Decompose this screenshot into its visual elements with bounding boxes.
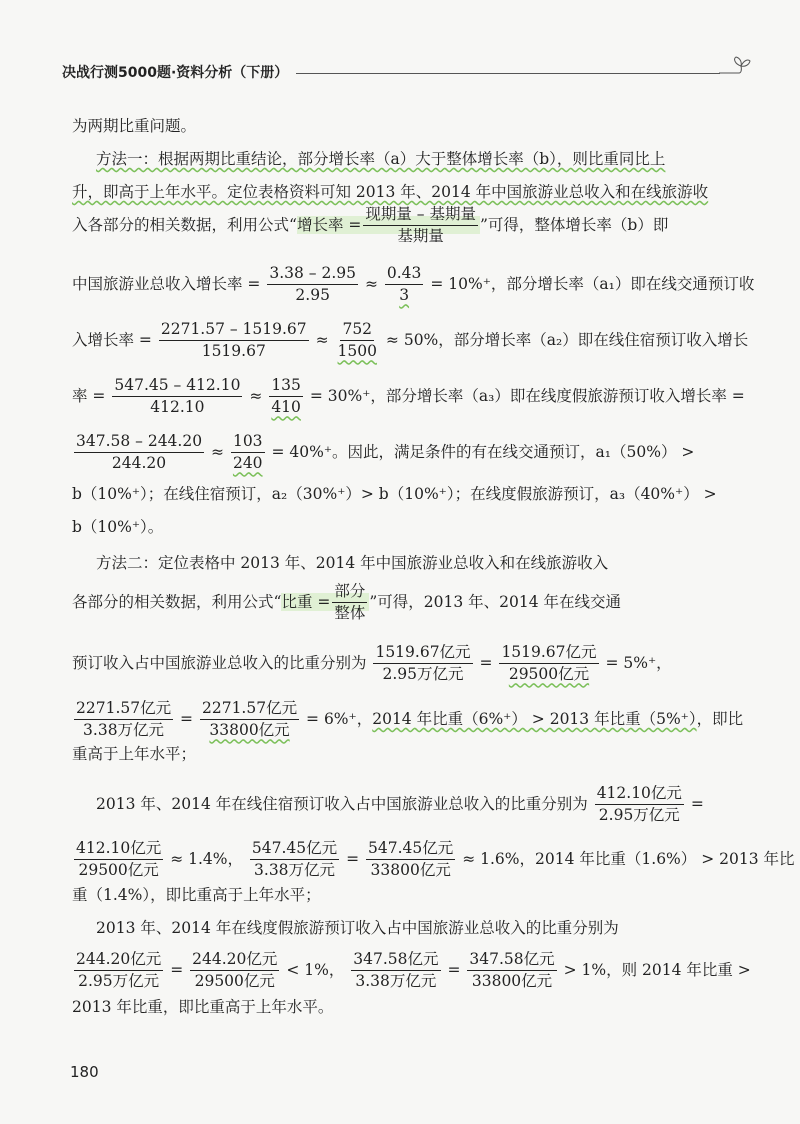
fraction <box>200 699 299 741</box>
text-segment: = <box>479 653 493 672</box>
fraction <box>336 320 379 362</box>
method2-text: 方法二：定位表格中 2013 年、2014 年中国旅游业总收入和在线旅游收入 <box>96 554 609 572</box>
comparison-text: 2014 年比重（6%⁺） > 2013 年比重（5%⁺） <box>372 709 697 728</box>
fraction <box>332 582 367 624</box>
fraction <box>595 784 684 826</box>
fraction <box>499 643 598 685</box>
text-segment: 升，即高于上年水平。定位表格资料可知 2013 年、2014 年中国旅游业总收入和在线旅游收 <box>72 183 709 201</box>
fraction-numerator: 547.45 – 412.10 <box>112 376 242 397</box>
fraction-numerator: 347.58 – 244.20 <box>74 432 204 453</box>
text-line: 2013 年、2014 年在线度假旅游预订收入占中国旅游业总收入的比重分别为 <box>96 919 619 937</box>
sprout-icon <box>717 54 751 82</box>
fraction <box>467 950 556 992</box>
running-header <box>62 62 752 92</box>
fraction-denominator: 244.20 <box>111 454 167 473</box>
fraction-numerator: 347.58亿元 <box>351 950 440 971</box>
fraction-numerator: 752 <box>340 320 374 341</box>
text-segment: = <box>447 960 461 979</box>
fraction <box>74 839 163 881</box>
fraction-denominator: 33800亿元 <box>471 972 553 991</box>
text-line: 重高于上年水平； <box>72 745 197 763</box>
text-segment: = <box>690 794 704 813</box>
text-segment: ，即比 <box>696 709 744 728</box>
fraction <box>385 264 424 306</box>
text-segment: ”可得，2013 年、2014 年在线交通 <box>369 592 622 611</box>
text-segment: ≈ 1.4%， <box>170 849 243 868</box>
text-line: b（10%⁺）。 <box>72 518 164 536</box>
fraction <box>250 839 339 881</box>
text-segment: 各部分的相关数据，利用公式“ <box>72 592 282 611</box>
formula-line <box>72 376 745 418</box>
text-line <box>96 147 665 171</box>
fraction-denominator: 240 <box>232 454 263 473</box>
text-segment: < 1%， <box>286 960 345 979</box>
fraction-denominator: 1500 <box>337 342 377 361</box>
fraction <box>190 950 279 992</box>
fraction-denominator: 29500亿元 <box>78 861 159 880</box>
text-line: 重（1.4%），即比重高于上年水平； <box>72 886 321 904</box>
text-segment: = <box>180 709 194 728</box>
formula-line <box>72 205 668 247</box>
text-segment: ≈ <box>249 386 263 405</box>
fraction-numerator: 3.38 – 2.95 <box>267 264 358 285</box>
fraction-numerator: 2271.57亿元 <box>74 699 173 720</box>
formula-line <box>72 950 751 992</box>
fraction-numerator: 部分 <box>332 582 367 603</box>
text-segment: 率 = <box>72 386 106 405</box>
text-segment: = 6%⁺， <box>306 709 373 728</box>
text-line: 2013 年比重，即比重高于上年水平。 <box>72 998 334 1016</box>
formula-line <box>72 264 754 306</box>
fraction-numerator: 412.10亿元 <box>595 784 684 805</box>
fraction-denominator: 3.38万亿元 <box>355 972 437 991</box>
fraction-denominator: 33800亿元 <box>209 721 290 740</box>
fraction-denominator: 29500亿元 <box>194 972 275 991</box>
method1-text: 方法一：根据两期比重结论，部分增长率（a）大于整体增长率（b），则比重同比上 <box>96 150 666 168</box>
text-segment: 2013 年、2014 年在线住宿预订收入占中国旅游业总收入的比重分别为 <box>96 794 588 813</box>
fraction-denominator: 33800亿元 <box>370 861 451 880</box>
fraction-numerator: 1519.67亿元 <box>499 643 598 664</box>
fraction-numerator: 135 <box>269 376 303 397</box>
fraction-denominator: 412.10 <box>150 398 205 417</box>
text-segment: 入各部分的相关数据，利用公式“ <box>72 215 297 234</box>
formula-line <box>96 784 704 826</box>
ratio-formula <box>281 582 369 623</box>
fraction-denominator: 410 <box>271 398 301 417</box>
text-segment: 入增长率 = <box>72 330 152 349</box>
fraction-numerator: 412.10亿元 <box>74 839 163 860</box>
fraction-denominator: 1519.67 <box>201 342 266 361</box>
formula-line <box>72 432 694 474</box>
fraction <box>351 950 440 992</box>
fraction-numerator: 547.45亿元 <box>250 839 339 860</box>
text-segment: 中国旅游业总收入增长率 = <box>72 274 261 293</box>
text-segment: > 1%，则 2014 年比重 > <box>563 960 751 979</box>
fraction <box>112 376 242 418</box>
formula-line <box>72 699 743 741</box>
fraction-denominator: 2.95 <box>295 286 330 305</box>
fraction-numerator: 1519.67亿元 <box>373 643 472 664</box>
text-segment: ≈ 1.6%，2014 年比重（1.6%） > 2013 年比 <box>462 849 795 868</box>
fraction <box>269 376 303 418</box>
fraction-denominator: 2.95万亿元 <box>598 806 680 825</box>
fraction-numerator: 547.45亿元 <box>366 839 455 860</box>
text-segment: = 10%⁺，部分增长率（a₁）即在线交通预订收 <box>430 274 755 293</box>
formula-line <box>72 643 672 685</box>
page-number: 180 <box>70 1063 99 1081</box>
header-title: 决战行测5000题·资料分析（下册） <box>62 65 289 81</box>
text-segment: ≈ <box>364 274 378 293</box>
text-segment: = 5%⁺， <box>605 653 672 672</box>
formula-label: 增长率 = <box>296 215 362 234</box>
fraction <box>159 320 309 362</box>
fraction <box>366 839 455 881</box>
fraction-numerator: 2271.57亿元 <box>200 699 299 720</box>
fraction-numerator: 347.58亿元 <box>467 950 556 971</box>
fraction-denominator: 2.95万亿元 <box>78 972 160 991</box>
formula-line <box>72 839 795 881</box>
text-line: 为两期比重问题。 <box>72 117 197 135</box>
fraction <box>74 432 204 474</box>
fraction-numerator: 现期量 – 基期量 <box>363 205 478 226</box>
formula-line <box>72 582 621 624</box>
header-rule <box>296 73 720 74</box>
text-segment: ”可得，整体增长率（b）即 <box>479 215 669 234</box>
fraction-denominator: 整体 <box>334 604 366 623</box>
fraction-denominator: 29500亿元 <box>508 665 590 684</box>
fraction <box>74 699 173 741</box>
fraction-denominator: 2.95万亿元 <box>382 665 464 684</box>
text-segment: = <box>346 849 360 868</box>
fraction-numerator: 0.43 <box>385 264 424 285</box>
fraction-denominator: 3.38万亿元 <box>83 721 165 740</box>
text-segment: ≈ 50%，部分增长率（a₂）即在线住宿预订收入增长 <box>385 330 749 349</box>
fraction <box>267 264 358 306</box>
text-segment: = <box>170 960 184 979</box>
fraction-denominator: 基期量 <box>397 227 444 246</box>
fraction-numerator: 244.20亿元 <box>74 950 163 971</box>
fraction <box>231 432 265 474</box>
growth-rate-formula <box>296 205 480 246</box>
fraction-numerator: 103 <box>231 432 265 453</box>
text-line: b（10%⁺）；在线住宿预订，a₂（30%⁺）> b（10%⁺）；在线度假旅游预订，a₃（40%⁺） > <box>72 485 717 503</box>
text-segment: 预订收入占中国旅游业总收入的比重分别为 <box>72 653 367 672</box>
text-segment: = 30%⁺，部分增长率（a₃）即在线度假旅游预订收入增长率 = <box>309 386 745 405</box>
fraction-denominator: 3.38万亿元 <box>254 861 336 880</box>
text-line <box>72 180 708 204</box>
formula-label: 比重 = <box>281 592 331 611</box>
text-segment: ≈ <box>211 442 225 461</box>
fraction-numerator: 244.20亿元 <box>190 950 279 971</box>
fraction-denominator: 3 <box>399 286 410 305</box>
fraction <box>74 950 163 992</box>
fraction <box>373 643 472 685</box>
text-segment: = 40%⁺。因此，满足条件的有在线交通预订，a₁（50%） > <box>271 442 695 461</box>
fraction <box>363 205 478 247</box>
formula-line <box>72 320 748 362</box>
fraction-numerator: 2271.57 – 1519.67 <box>159 320 309 341</box>
text-segment: ≈ <box>315 330 329 349</box>
